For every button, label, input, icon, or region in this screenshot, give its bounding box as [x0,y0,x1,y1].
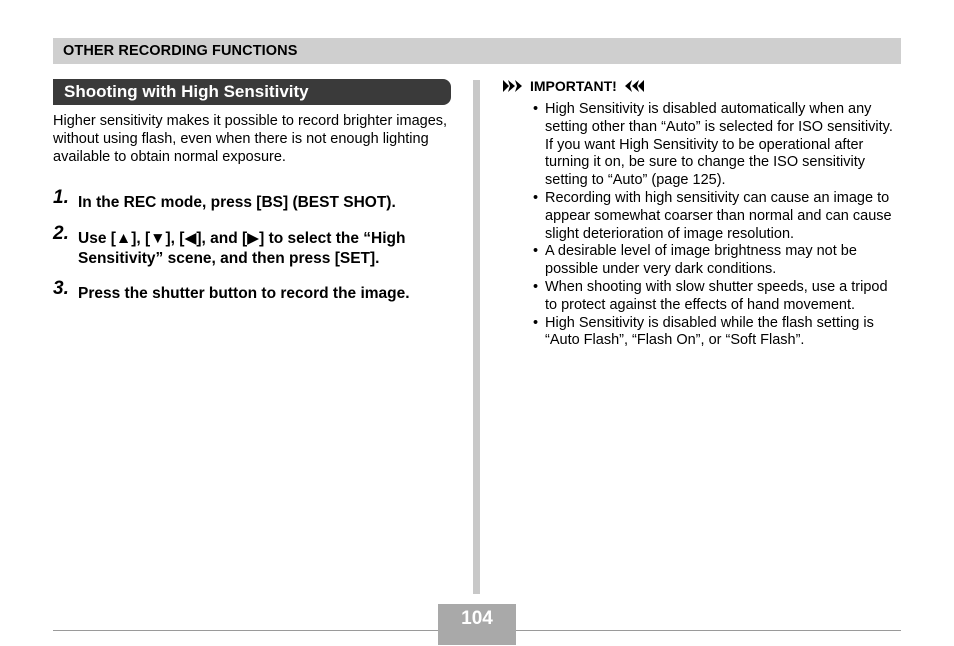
page-number-box [438,604,516,645]
bullet-icon: • [533,314,539,331]
list-item-text: High Sensitivity is disabled while the flash setting is “Auto Flash”, “Flash On”, or “Soft Flash”. [545,314,874,349]
step-number: 3. [53,278,69,299]
list-item [533,315,898,351]
section-title: Shooting with High Sensitivity [64,82,309,101]
step-3 [53,278,453,304]
list-item-text: When shooting with slow shutter speeds, use a tripod to protect against the effects of hand movement. [545,278,888,313]
chapter-title: OTHER RECORDING FUNCTIONS [63,43,298,59]
intro-paragraph: Higher sensitivity makes it possible to record brighter images, without using flash, even when there is not enough lighting available to obtain normal exposure. [53,113,448,165]
header-bar [53,38,901,64]
bullet-icon: • [533,278,539,295]
step-text: In the REC mode, press [BS] (BEST SHOT). [78,194,396,211]
step-text: Press the shutter button to record the image. [78,285,410,302]
list-item-text: High Sensitivity is disabled automatically when any setting other than “Auto” is selected for ISO sensitivity. If you want High Sensitivity to be operational after turning it on, be sure to change the ISO sensitivity setting to “Auto” (page 125). [545,101,893,189]
bullet-icon: • [533,101,539,117]
step-2 [53,223,453,269]
list-item [533,279,898,315]
section-title-bar [53,79,451,105]
bullet-icon: • [533,243,539,260]
page-number: 104 [461,608,493,629]
list-item-text: Recording with high sensitivity can cause an image to appear somewhat coarser than normal and can cause slight deterioration of image resolution. [545,189,892,242]
list-item [533,101,898,190]
important-header [503,77,644,95]
list-item [533,190,898,243]
list-item [533,243,898,279]
important-marker-left-icon [503,80,525,92]
column-divider [473,80,480,594]
step-text: Use [▲], [▼], [◀], and [▶] to select the “High Sensitivity” scene, and then press [SET]. [78,230,406,267]
important-list [533,101,898,350]
step-number: 1. [53,187,69,208]
important-label: IMPORTANT! [530,78,617,94]
important-marker-right-icon [622,80,644,92]
bullet-icon: • [533,189,539,206]
step-number: 2. [53,223,69,244]
list-item-text: A desirable level of image brightness may not be possible under very dark conditions. [545,243,857,278]
step-1 [53,187,453,213]
